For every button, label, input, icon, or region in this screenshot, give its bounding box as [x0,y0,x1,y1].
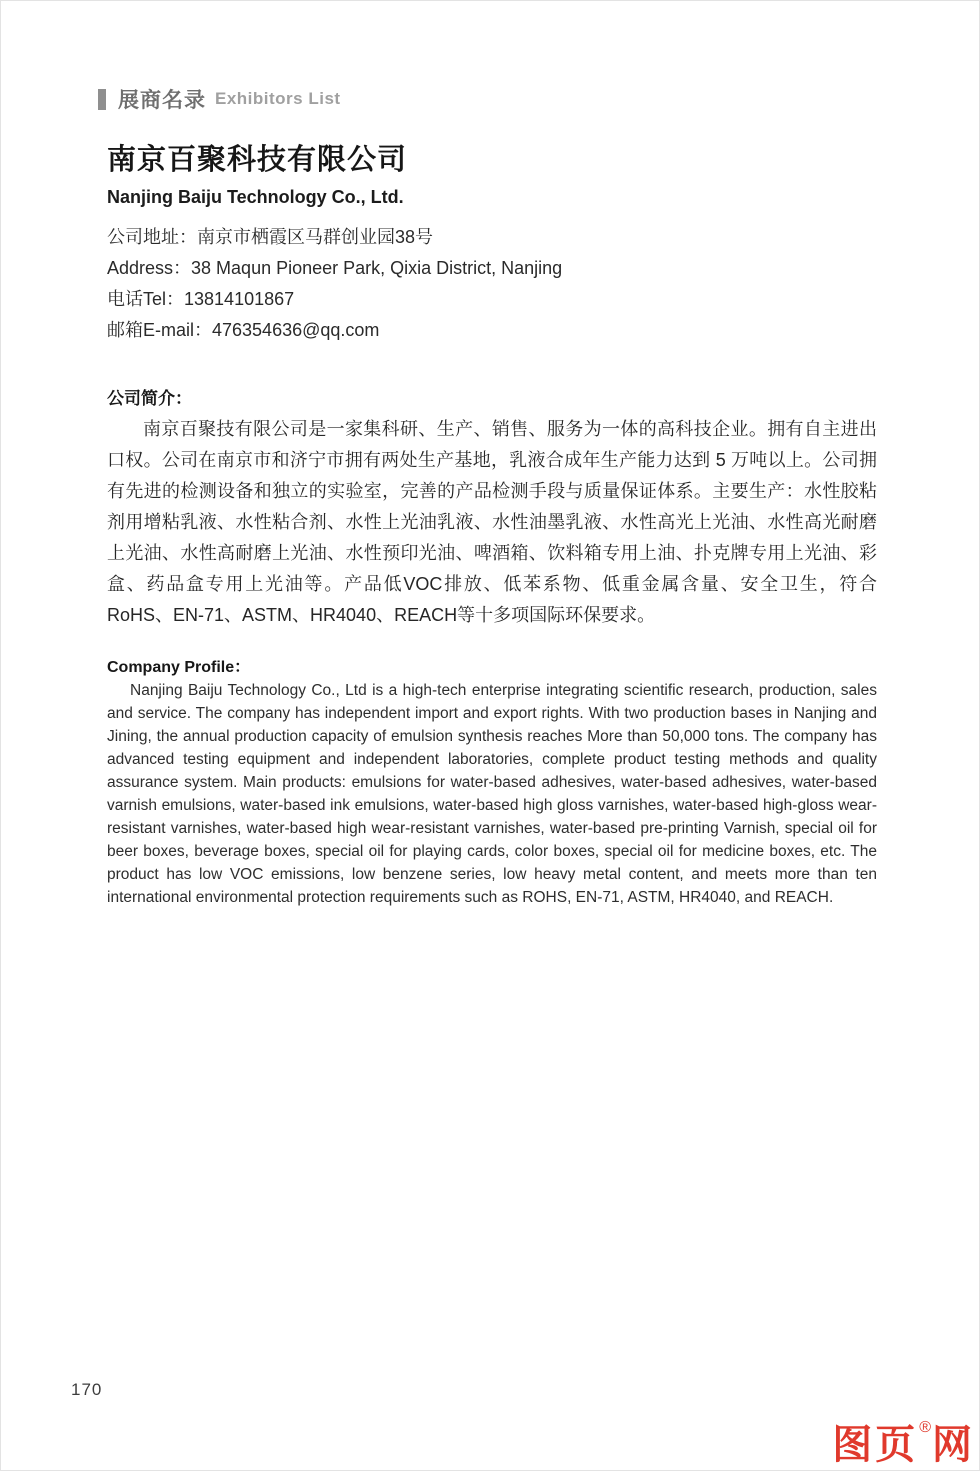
company-name-zh: 南京百聚科技有限公司 [107,144,408,176]
profile-zh-body: 南京百聚技有限公司是一家集科研、生产、销售、服务为一体的高科技企业。拥有自主进出口权。公司在南京市和济宁市拥有两处生产基地，乳液合成年生产能力达到 5 万吨以上。公司拥有先进的检测设备和独立的实验室，完善的产品检测手段与质量保证体系。主要生产：水性胶粘剂用增粘乳液、水性粘合剂、水性上光油乳液、水性油墨乳液、水性高光上光油、水性高光耐磨上光油、水性高耐磨上光油、水性预印光油、啤酒箱、饮料箱专用上油、扑克牌专用上光油、彩盒、药品盒专用上光油等。产品低VOC排放、低苯系物、低重金属含量、安全卫生，符合RoHS、EN-71、ASTM、HR4040、REACH等十多项国际环保要求。 [107,419,877,625]
header-bar-icon [98,89,106,110]
page-header [98,84,341,114]
header-title-en: Exhibitors List [215,89,341,108]
content-column [107,143,877,909]
profile-zh-heading: 公司简介： [107,389,192,408]
watermark-text-left: 图页 [832,1423,919,1467]
watermark-text-right: 网 [932,1423,975,1467]
contact-address-zh: 公司地址：南京市栖霞区马群创业园38号 [107,227,434,247]
contact-tel: 电话Tel：13814101867 [107,289,295,309]
header-title-zh: 展商名录 [118,89,206,112]
company-name-en: Nanjing Baiju Technology Co., Ltd. [107,187,404,207]
watermark-logo [832,1420,975,1465]
profile-en-body: Nanjing Baiju Technology Co., Ltd is a high-tech enterprise integrating scientific research, production, sales and service. The company has independent import and export rights. With two production bases in Nanjing and Jining, the annual production capacity of emulsion synthesis reaches More than 50,000 tons. The company has advanced testing equipment and independent laboratories, complete product testing methods and quality assurance system. Main products: emulsions for water-based adhesives, water-based adhesives, water-based varnish emulsions, water-based ink emulsions, water-based high gloss varnishes, water-based high-gloss wear-resistant varnishes, water-based high wear-resistant varnishes, water-based pre-printing Varnish, special oil for beer boxes, beverage boxes, special oil for playing cards, color boxes, special oil for medicine boxes, etc. The product has low VOC emissions, low benzene series, low heavy metal content, and meets more than ten international environmental protection requirements such as ROHS, EN-71, ASTM, HR4040, and REACH. [107,682,877,906]
registered-trademark-icon: ® [919,1419,931,1436]
contact-address-en: Address：38 Maqun Pioneer Park, Qixia District, Nanjing [107,258,563,278]
contact-block [107,222,877,346]
page-number: 170 [71,1380,103,1399]
contact-email: 邮箱E-mail：476354636@qq.com [107,320,380,340]
profile-en-heading: Company Profile： [107,659,251,676]
